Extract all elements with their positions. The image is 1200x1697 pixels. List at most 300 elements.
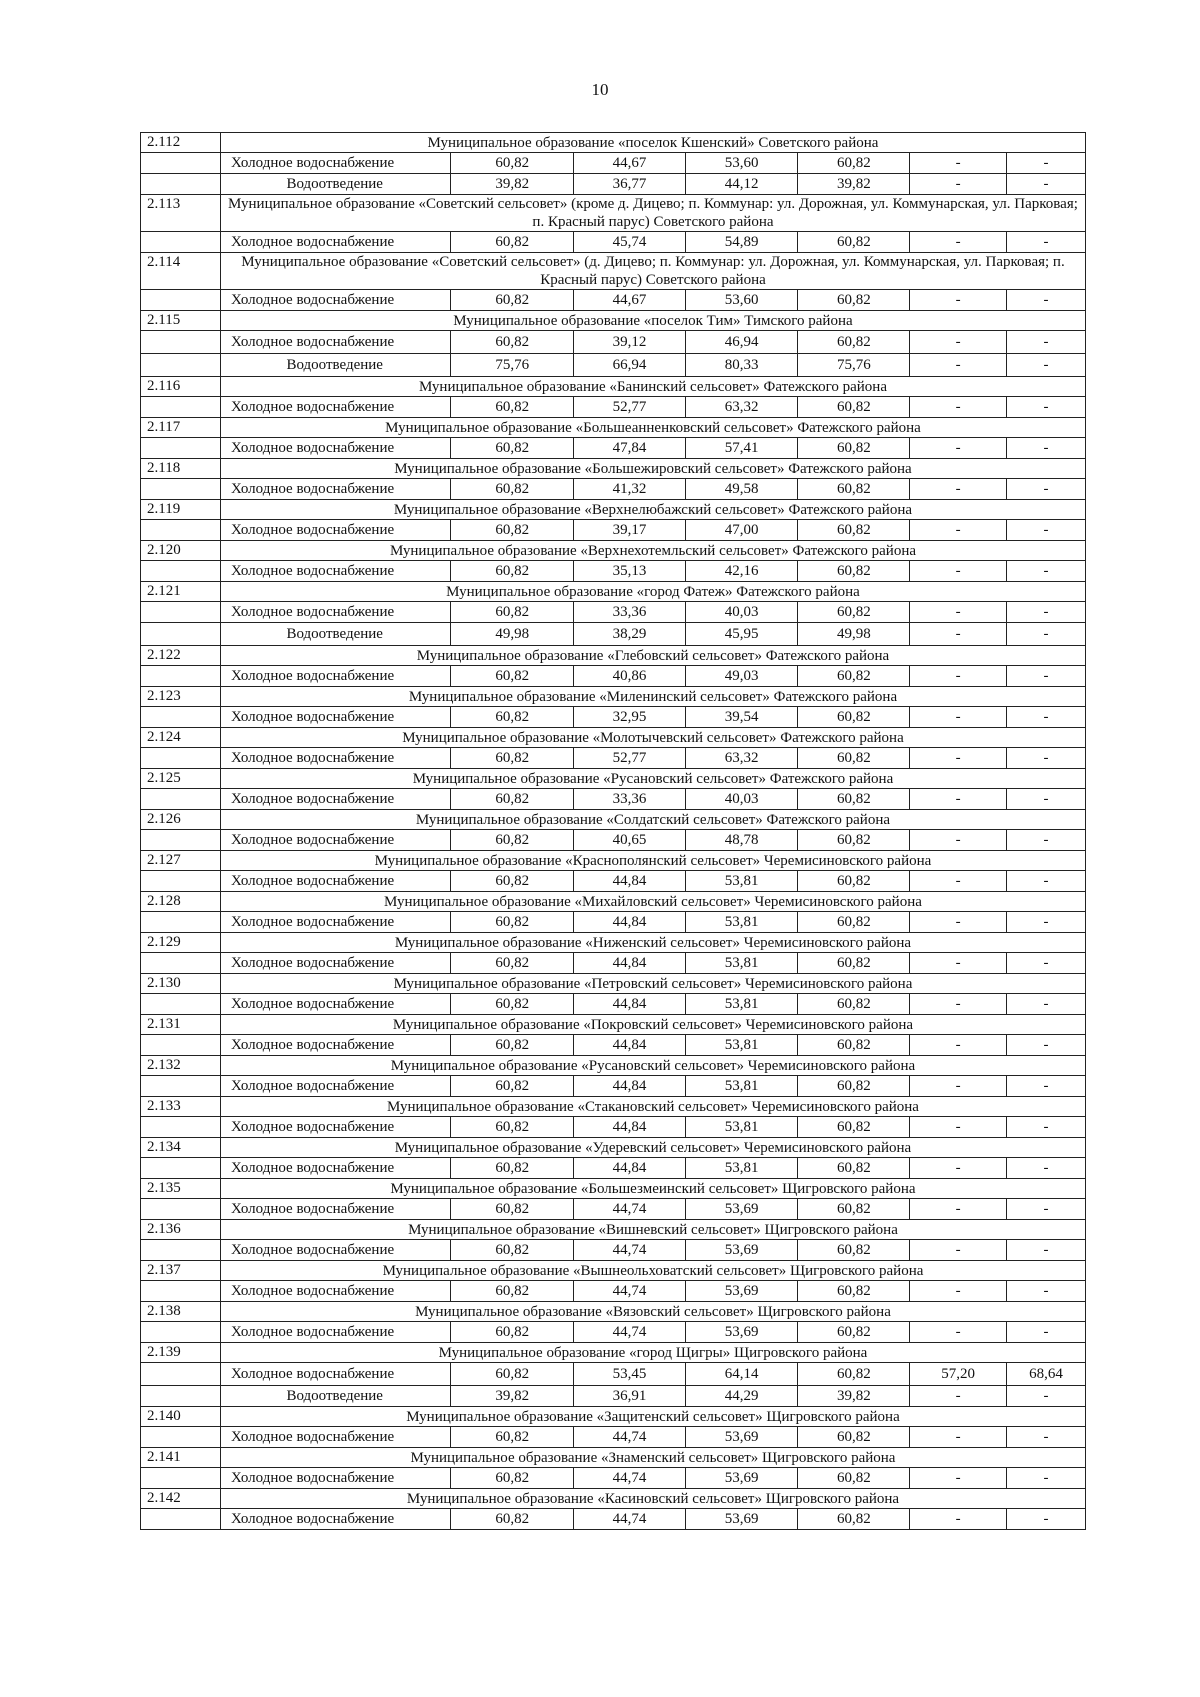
- tariff-value: -: [910, 1076, 1007, 1097]
- section-title-row: [141, 1407, 1086, 1427]
- municipality-title: Муниципальное образование «город Фатеж» Фатежского района: [220, 582, 1085, 602]
- section-title-row: [141, 377, 1086, 397]
- service-name: Холодное водоснабжение: [220, 1199, 451, 1220]
- empty-number-cell: [141, 830, 221, 851]
- tariff-value: -: [1006, 397, 1085, 418]
- tariff-value: -: [910, 331, 1007, 354]
- section-number: 2.140: [141, 1407, 221, 1427]
- tariff-value: 60,82: [451, 912, 574, 933]
- tariff-value: 60,82: [798, 912, 910, 933]
- tariff-value: -: [910, 1158, 1007, 1179]
- section-title-row: [141, 1448, 1086, 1468]
- tariff-value: 53,60: [686, 290, 798, 311]
- tariff-value: 60,82: [451, 438, 574, 459]
- tariff-row: [141, 354, 1086, 377]
- empty-number-cell: [141, 397, 221, 418]
- section-title-row: [141, 195, 1086, 232]
- tariff-value: -: [910, 174, 1007, 195]
- empty-number-cell: [141, 1076, 221, 1097]
- tariff-value: -: [1006, 1468, 1085, 1489]
- tariff-value: -: [1006, 1035, 1085, 1056]
- tariff-value: 75,76: [451, 354, 574, 377]
- tariff-row: [141, 1076, 1086, 1097]
- tariff-value: 49,98: [798, 623, 910, 646]
- tariff-value: 60,82: [798, 1468, 910, 1489]
- tariff-value: 44,74: [573, 1240, 685, 1261]
- section-title-row: [141, 646, 1086, 666]
- tariff-value: -: [1006, 623, 1085, 646]
- tariff-value: 57,41: [686, 438, 798, 459]
- tariff-value: 44,74: [573, 1468, 685, 1489]
- tariff-value: -: [1006, 602, 1085, 623]
- service-name: Холодное водоснабжение: [220, 953, 451, 974]
- tariff-value: 40,65: [573, 830, 685, 851]
- tariff-value: -: [910, 1509, 1007, 1530]
- tariff-value: 60,82: [451, 479, 574, 500]
- municipality-title: Муниципальное образование «Банинский сельсовет» Фатежского района: [220, 377, 1085, 397]
- tariff-value: 53,45: [573, 1363, 685, 1386]
- service-name: Холодное водоснабжение: [220, 871, 451, 892]
- tariff-value: 39,54: [686, 707, 798, 728]
- municipality-title: Муниципальное образование «Миленинский сельсовет» Фатежского района: [220, 687, 1085, 707]
- section-number: 2.130: [141, 974, 221, 994]
- tariff-value: 60,82: [451, 1240, 574, 1261]
- tariff-value: 60,82: [451, 1199, 574, 1220]
- section-number: 2.136: [141, 1220, 221, 1240]
- tariff-value: -: [910, 994, 1007, 1015]
- tariff-value: -: [1006, 1240, 1085, 1261]
- tariff-value: 60,82: [798, 1509, 910, 1530]
- section-number: 2.134: [141, 1138, 221, 1158]
- service-name: Холодное водоснабжение: [220, 232, 451, 253]
- service-name: Холодное водоснабжение: [220, 602, 451, 623]
- tariff-row: [141, 290, 1086, 311]
- tariff-value: 60,82: [798, 666, 910, 687]
- service-name: Холодное водоснабжение: [220, 520, 451, 541]
- tariff-value: -: [910, 623, 1007, 646]
- tariff-row: [141, 912, 1086, 933]
- empty-number-cell: [141, 1363, 221, 1386]
- section-title-row: [141, 311, 1086, 331]
- empty-number-cell: [141, 871, 221, 892]
- tariff-value: 53,69: [686, 1199, 798, 1220]
- tariff-value: 60,82: [798, 1240, 910, 1261]
- section-number: 2.138: [141, 1302, 221, 1322]
- empty-number-cell: [141, 1117, 221, 1138]
- service-name: Холодное водоснабжение: [220, 290, 451, 311]
- service-name: Холодное водоснабжение: [220, 1363, 451, 1386]
- service-name: Холодное водоснабжение: [220, 666, 451, 687]
- tariff-value: -: [910, 707, 1007, 728]
- tariff-value: 60,82: [451, 1281, 574, 1302]
- section-number: 2.126: [141, 810, 221, 830]
- municipality-title: Муниципальное образование «Удеревский сельсовет» Черемисиновского района: [220, 1138, 1085, 1158]
- tariff-value: 52,77: [573, 748, 685, 769]
- tariff-value: 36,91: [573, 1386, 685, 1407]
- service-name: Холодное водоснабжение: [220, 830, 451, 851]
- section-title-row: [141, 892, 1086, 912]
- tariff-value: 60,82: [798, 1199, 910, 1220]
- empty-number-cell: [141, 1199, 221, 1220]
- tariff-value: -: [1006, 789, 1085, 810]
- section-number: 2.128: [141, 892, 221, 912]
- tariff-value: 40,03: [686, 602, 798, 623]
- tariff-value: 60,82: [451, 290, 574, 311]
- tariff-value: -: [1006, 707, 1085, 728]
- tariff-row: [141, 830, 1086, 851]
- tariff-row: [141, 331, 1086, 354]
- section-title-row: [141, 133, 1086, 153]
- tariff-value: 60,82: [798, 707, 910, 728]
- service-name: Холодное водоснабжение: [220, 1322, 451, 1343]
- empty-number-cell: [141, 1386, 221, 1407]
- tariff-value: 53,69: [686, 1240, 798, 1261]
- section-title-row: [141, 974, 1086, 994]
- tariff-value: -: [1006, 1322, 1085, 1343]
- tariff-row: [141, 1427, 1086, 1448]
- municipality-title: Муниципальное образование «Касиновский сельсовет» Щигровского района: [220, 1489, 1085, 1509]
- tariff-value: 60,82: [798, 520, 910, 541]
- tariff-value: -: [910, 1199, 1007, 1220]
- tariff-value: 41,32: [573, 479, 685, 500]
- tariff-row: [141, 520, 1086, 541]
- tariff-row: [141, 994, 1086, 1015]
- tariff-row: [141, 479, 1086, 500]
- service-name: Холодное водоснабжение: [220, 789, 451, 810]
- service-name: Холодное водоснабжение: [220, 1509, 451, 1530]
- section-number: 2.122: [141, 646, 221, 666]
- tariff-value: 60,82: [451, 153, 574, 174]
- tariff-value: -: [910, 666, 1007, 687]
- tariff-value: 44,67: [573, 290, 685, 311]
- tariff-value: 60,82: [451, 520, 574, 541]
- tariff-value: 53,69: [686, 1427, 798, 1448]
- service-name: Холодное водоснабжение: [220, 397, 451, 418]
- service-name: Водоотведение: [220, 354, 451, 377]
- tariff-value: 44,67: [573, 153, 685, 174]
- tariff-value: 60,82: [451, 1076, 574, 1097]
- tariff-value: -: [910, 912, 1007, 933]
- tariff-row: [141, 871, 1086, 892]
- section-title-row: [141, 728, 1086, 748]
- tariff-value: 60,82: [451, 748, 574, 769]
- tariff-value: -: [1006, 953, 1085, 974]
- empty-number-cell: [141, 1509, 221, 1530]
- municipality-title: Муниципальное образование «Вышнеольховатский сельсовет» Щигровского района: [220, 1261, 1085, 1281]
- tariff-value: 47,84: [573, 438, 685, 459]
- tariff-value: 60,82: [798, 479, 910, 500]
- tariff-value: -: [910, 397, 1007, 418]
- service-name: Холодное водоснабжение: [220, 1158, 451, 1179]
- tariff-value: 52,77: [573, 397, 685, 418]
- section-title-row: [141, 541, 1086, 561]
- tariff-value: -: [910, 232, 1007, 253]
- tariff-value: 36,77: [573, 174, 685, 195]
- tariff-row: [141, 1240, 1086, 1261]
- tariff-value: 60,82: [798, 602, 910, 623]
- empty-number-cell: [141, 707, 221, 728]
- tariff-value: -: [910, 830, 1007, 851]
- tariff-value: 60,82: [451, 331, 574, 354]
- tariff-value: 53,81: [686, 953, 798, 974]
- tariff-value: 53,81: [686, 1076, 798, 1097]
- tariff-value: -: [910, 748, 1007, 769]
- tariff-value: 60,82: [798, 830, 910, 851]
- section-number: 2.117: [141, 418, 221, 438]
- tariff-value: -: [1006, 561, 1085, 582]
- tariff-value: 39,82: [451, 1386, 574, 1407]
- service-name: Холодное водоснабжение: [220, 912, 451, 933]
- tariff-value: -: [910, 1281, 1007, 1302]
- municipality-title: Муниципальное образование «Вишневский сельсовет» Щигровского района: [220, 1220, 1085, 1240]
- empty-number-cell: [141, 994, 221, 1015]
- tariff-value: 39,82: [451, 174, 574, 195]
- empty-number-cell: [141, 1427, 221, 1448]
- tariff-value: -: [910, 1117, 1007, 1138]
- tariff-value: -: [910, 1468, 1007, 1489]
- municipality-title: Муниципальное образование «Стакановский сельсовет» Черемисиновского района: [220, 1097, 1085, 1117]
- municipality-title: Муниципальное образование «Верхнелюбажский сельсовет» Фатежского района: [220, 500, 1085, 520]
- empty-number-cell: [141, 666, 221, 687]
- tariff-value: 53,69: [686, 1509, 798, 1530]
- tariff-value: 60,82: [451, 789, 574, 810]
- tariff-value: -: [910, 953, 1007, 974]
- tariff-row: [141, 1035, 1086, 1056]
- tariff-value: 49,03: [686, 666, 798, 687]
- tariff-value: -: [1006, 479, 1085, 500]
- tariff-value: 53,60: [686, 153, 798, 174]
- tariff-value: -: [1006, 1386, 1085, 1407]
- tariff-value: 44,74: [573, 1322, 685, 1343]
- service-name: Водоотведение: [220, 623, 451, 646]
- service-name: Водоотведение: [220, 174, 451, 195]
- tariff-value: 49,58: [686, 479, 798, 500]
- service-name: Холодное водоснабжение: [220, 1240, 451, 1261]
- section-number: 2.127: [141, 851, 221, 871]
- empty-number-cell: [141, 354, 221, 377]
- tariff-value: 39,17: [573, 520, 685, 541]
- tariff-value: -: [1006, 830, 1085, 851]
- tariff-value: -: [910, 1322, 1007, 1343]
- tariff-value: 32,95: [573, 707, 685, 728]
- section-title-row: [141, 810, 1086, 830]
- tariff-value: 44,84: [573, 1035, 685, 1056]
- tariff-value: -: [910, 1035, 1007, 1056]
- tariff-value: 60,82: [451, 1427, 574, 1448]
- tariff-value: 60,82: [798, 1363, 910, 1386]
- tariff-value: 60,82: [798, 1117, 910, 1138]
- tariff-value: 53,81: [686, 994, 798, 1015]
- tariff-row: [141, 602, 1086, 623]
- service-name: Холодное водоснабжение: [220, 1076, 451, 1097]
- tariff-row: [141, 1322, 1086, 1343]
- tariff-row: [141, 1281, 1086, 1302]
- empty-number-cell: [141, 1240, 221, 1261]
- tariff-value: 39,12: [573, 331, 685, 354]
- section-title-row: [141, 1489, 1086, 1509]
- tariff-value: -: [910, 290, 1007, 311]
- tariff-value: 60,82: [798, 331, 910, 354]
- tariff-row: [141, 953, 1086, 974]
- tariff-value: -: [1006, 1427, 1085, 1448]
- tariff-value: -: [1006, 994, 1085, 1015]
- tariff-value: 60,82: [451, 1363, 574, 1386]
- tariff-value: 44,84: [573, 1076, 685, 1097]
- section-title-row: [141, 1138, 1086, 1158]
- municipality-title: Муниципальное образование «Михайловский сельсовет» Черемисиновского района: [220, 892, 1085, 912]
- tariff-value: -: [910, 1386, 1007, 1407]
- tariff-value: 60,82: [451, 232, 574, 253]
- tariff-value: -: [1006, 1281, 1085, 1302]
- tariff-value: 68,64: [1006, 1363, 1085, 1386]
- tariff-value: 60,82: [451, 1117, 574, 1138]
- tariff-value: -: [1006, 354, 1085, 377]
- tariff-value: -: [910, 153, 1007, 174]
- tariff-value: -: [910, 479, 1007, 500]
- tariff-value: 35,13: [573, 561, 685, 582]
- tariff-value: 44,84: [573, 1117, 685, 1138]
- tariff-row: [141, 1117, 1086, 1138]
- tariff-value: 63,32: [686, 748, 798, 769]
- service-name: Холодное водоснабжение: [220, 153, 451, 174]
- municipality-title: Муниципальное образование «поселок Кшенский» Советского района: [220, 133, 1085, 153]
- municipality-title: Муниципальное образование «Большезмеинский сельсовет» Щигровского района: [220, 1179, 1085, 1199]
- tariff-value: 53,81: [686, 871, 798, 892]
- section-number: 2.113: [141, 195, 221, 232]
- section-number: 2.137: [141, 1261, 221, 1281]
- tariff-value: -: [1006, 1509, 1085, 1530]
- municipality-title: Муниципальное образование «Большеанненковский сельсовет» Фатежского района: [220, 418, 1085, 438]
- municipality-title: Муниципальное образование «Петровский сельсовет» Черемисиновского района: [220, 974, 1085, 994]
- empty-number-cell: [141, 602, 221, 623]
- empty-number-cell: [141, 174, 221, 195]
- tariff-row: [141, 748, 1086, 769]
- tariff-value: -: [910, 871, 1007, 892]
- tariff-value: 60,82: [451, 994, 574, 1015]
- tariff-row: [141, 232, 1086, 253]
- empty-number-cell: [141, 1322, 221, 1343]
- tariff-value: 45,95: [686, 623, 798, 646]
- section-number: 2.114: [141, 253, 221, 290]
- tariff-value: 60,82: [451, 707, 574, 728]
- section-number: 2.118: [141, 459, 221, 479]
- section-number: 2.123: [141, 687, 221, 707]
- tariff-value: 60,82: [798, 1158, 910, 1179]
- municipality-title: Муниципальное образование «Покровский сельсовет» Черемисиновского района: [220, 1015, 1085, 1035]
- section-number: 2.139: [141, 1343, 221, 1363]
- tariff-value: 48,78: [686, 830, 798, 851]
- empty-number-cell: [141, 1158, 221, 1179]
- tariff-row: [141, 666, 1086, 687]
- tariff-value: -: [1006, 174, 1085, 195]
- section-title-row: [141, 1056, 1086, 1076]
- municipality-title: Муниципальное образование «Защитенский сельсовет» Щигровского района: [220, 1407, 1085, 1427]
- tariff-value: 60,82: [451, 953, 574, 974]
- tariff-value: 60,82: [798, 290, 910, 311]
- municipality-title: Муниципальное образование «Солдатский сельсовет» Фатежского района: [220, 810, 1085, 830]
- empty-number-cell: [141, 331, 221, 354]
- service-name: Холодное водоснабжение: [220, 1468, 451, 1489]
- tariff-value: 33,36: [573, 602, 685, 623]
- empty-number-cell: [141, 1035, 221, 1056]
- section-title-row: [141, 1220, 1086, 1240]
- tariff-value: 60,82: [798, 1076, 910, 1097]
- municipality-title: Муниципальное образование «поселок Тим» Тимского района: [220, 311, 1085, 331]
- tariff-value: 54,89: [686, 232, 798, 253]
- section-title-row: [141, 933, 1086, 953]
- tariff-value: 44,84: [573, 1158, 685, 1179]
- section-number: 2.133: [141, 1097, 221, 1117]
- tariff-row: [141, 1199, 1086, 1220]
- tariff-value: 60,82: [451, 666, 574, 687]
- tariff-value: -: [910, 1240, 1007, 1261]
- empty-number-cell: [141, 153, 221, 174]
- service-name: Холодное водоснабжение: [220, 1281, 451, 1302]
- empty-number-cell: [141, 290, 221, 311]
- tariff-table: [140, 132, 1086, 1530]
- tariff-value: 60,82: [798, 232, 910, 253]
- service-name: Холодное водоснабжение: [220, 331, 451, 354]
- tariff-value: -: [910, 520, 1007, 541]
- empty-number-cell: [141, 520, 221, 541]
- tariff-value: 44,84: [573, 953, 685, 974]
- section-number: 2.135: [141, 1179, 221, 1199]
- section-title-row: [141, 1343, 1086, 1363]
- section-number: 2.115: [141, 311, 221, 331]
- tariff-value: -: [910, 602, 1007, 623]
- section-number: 2.125: [141, 769, 221, 789]
- empty-number-cell: [141, 561, 221, 582]
- tariff-value: 63,32: [686, 397, 798, 418]
- tariff-value: 44,74: [573, 1509, 685, 1530]
- service-name: Холодное водоснабжение: [220, 1427, 451, 1448]
- tariff-value: 44,84: [573, 912, 685, 933]
- section-title-row: [141, 418, 1086, 438]
- tariff-value: 60,82: [451, 1035, 574, 1056]
- tariff-value: 46,94: [686, 331, 798, 354]
- tariff-row: [141, 789, 1086, 810]
- tariff-value: -: [910, 1427, 1007, 1448]
- service-name: Холодное водоснабжение: [220, 748, 451, 769]
- tariff-value: 49,98: [451, 623, 574, 646]
- tariff-value: 44,12: [686, 174, 798, 195]
- municipality-title: Муниципальное образование «Молотычевский сельсовет» Фатежского района: [220, 728, 1085, 748]
- tariff-row: [141, 174, 1086, 195]
- tariff-row: [141, 397, 1086, 418]
- tariff-row: [141, 623, 1086, 646]
- tariff-value: -: [1006, 520, 1085, 541]
- tariff-value: 60,82: [798, 1427, 910, 1448]
- tariff-value: 60,82: [451, 1509, 574, 1530]
- section-title-row: [141, 851, 1086, 871]
- empty-number-cell: [141, 953, 221, 974]
- empty-number-cell: [141, 789, 221, 810]
- tariff-row: [141, 438, 1086, 459]
- tariff-value: 60,82: [451, 561, 574, 582]
- tariff-value: -: [1006, 153, 1085, 174]
- tariff-value: 53,69: [686, 1468, 798, 1489]
- tariff-value: 40,03: [686, 789, 798, 810]
- tariff-value: -: [1006, 666, 1085, 687]
- section-title-row: [141, 769, 1086, 789]
- tariff-table-body: [141, 133, 1086, 1530]
- tariff-value: 60,82: [798, 871, 910, 892]
- tariff-value: 60,82: [798, 1281, 910, 1302]
- tariff-value: 42,16: [686, 561, 798, 582]
- tariff-value: 53,81: [686, 1117, 798, 1138]
- municipality-title: Муниципальное образование «Глебовский сельсовет» Фатежского района: [220, 646, 1085, 666]
- municipality-title: Муниципальное образование «Большежировский сельсовет» Фатежского района: [220, 459, 1085, 479]
